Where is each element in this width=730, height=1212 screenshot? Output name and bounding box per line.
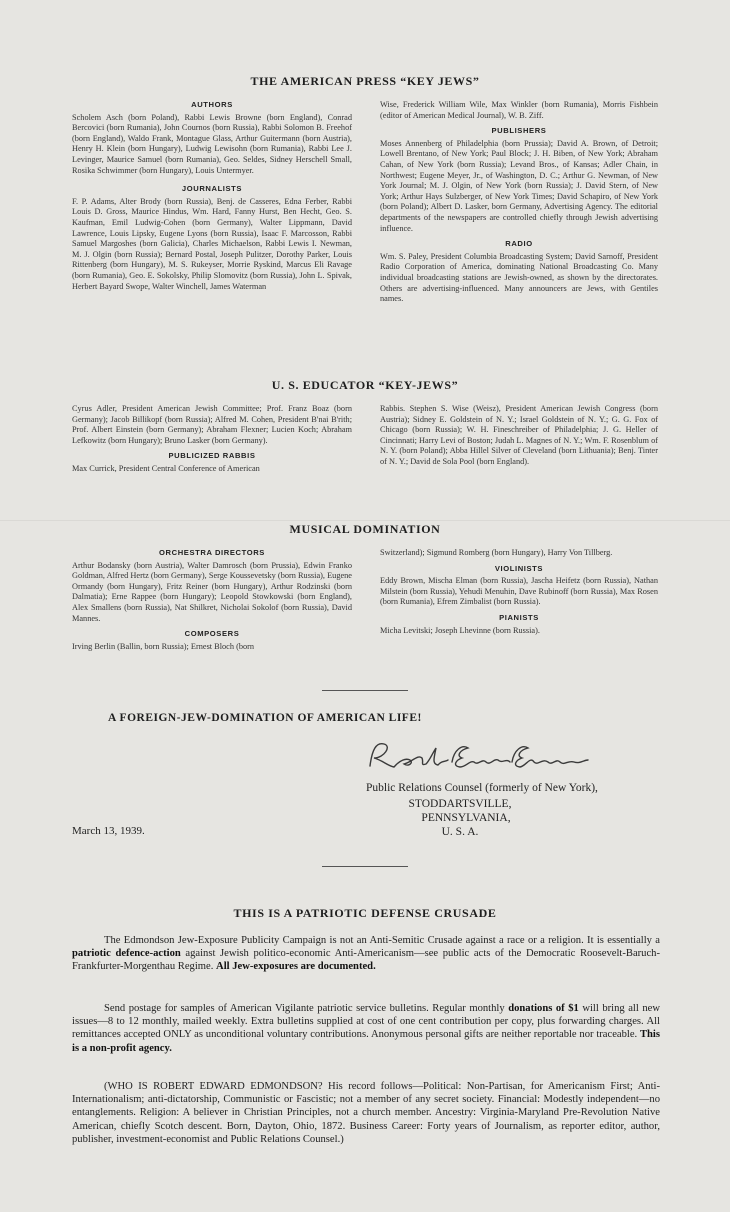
- educator-title: U. S. EDUCATOR “KEY-JEWS”: [271, 378, 459, 392]
- p1-bold-d: All Jew-exposures are documented.: [216, 961, 376, 973]
- domination-line: A FOREIGN-JEW-DOMINATION OF AMERICAN LIFE!: [108, 712, 422, 724]
- address-line-2: PENNSYLVANIA,: [421, 812, 511, 824]
- p2-bold-b: donations of $1: [508, 1003, 579, 1014]
- composers-continued: Switzerland); Sigmund Romberg (born Hungary), Harry Von Tillberg.: [380, 548, 613, 557]
- orchestra-text: Arthur Bodansky (born Austria), Walter Damrosch (born Prussia), Edwin Franko Goldman, Alfred Hertz (born Germany), Serge Koussevetsky (born Russia), Eugene Ormandy (born Hungary), Fritz Reiner (born Hungary), Arthur Rodzinski (born Dalmatia); Erne Rappee (born Hungary); Leopold Stowkowski (born England), Alex Smallens (born Russia), Nat Shilkret, Nicholai Sokolof (born Russia), David Mannes.: [72, 560, 352, 623]
- press-right-column: [380, 100, 658, 305]
- p2-bold-d: This is a non-profit agency.: [72, 1029, 660, 1054]
- document-date: March 13, 1939.: [72, 825, 145, 837]
- counsel-line: Public Relations Counsel (formerly of New York),: [366, 782, 598, 794]
- journalists-heading: JOURNALISTS: [181, 184, 243, 194]
- composers-heading: COMPOSERS: [184, 629, 240, 639]
- signature: [362, 736, 592, 776]
- authors-heading: AUTHORS: [191, 100, 233, 109]
- journalists-continued: Wise, Frederick William Wile, Max Winkler (born Rumania), Morris Fishbein (editor of American Medical Journal), W. B. Ziff.: [380, 100, 658, 120]
- p1-text-c: against Jewish politico-economic Anti-Americanism—see public acts of the Democratic Roosevelt-Baruch-Frankfurter-Morgenthau Regime.: [72, 948, 660, 973]
- violinists-heading: VIOLINISTS: [494, 563, 544, 573]
- p1-bold-b: patriotic defence-action: [72, 948, 181, 960]
- authors-text: Scholem Asch (born Poland), Rabbi Lewis Browne (born England), Conrad Bercovici (born Rumania), John Cournos (born Russia), Rabbi Solomon B. Freehof (born England), Waldo Frank, Montague Glass, Arthur Guitermann (born Austria), Henry H. Klein (born Hungary), Ludwig Lewisohn (born Rumania), Rabbi Lee J. Levinger, Maurice Samuel (born Rumania), Geo. Seldes, Sidney Herschell Small, Rosika Schwimmer (born Hungary), Louis Untermyer.: [72, 112, 352, 175]
- p2-text-a: Send postage for samples of American Vigilante patriotic service bulletins. Regular monthly: [104, 1003, 509, 1014]
- address-line-1: STODDARTSVILLE,: [408, 798, 512, 810]
- address-line-3: U. S. A.: [441, 826, 479, 838]
- publishers-heading: PUBLISHERS: [491, 126, 547, 136]
- pianists-text: Micha Levitski; Joseph Lhevinne (born Russia).: [380, 625, 540, 635]
- composers-text: Irving Berlin (Ballin, born Russia); Ernest Bloch (born: [72, 641, 255, 651]
- radio-text: Wm. S. Paley, President Columbia Broadcasting System; David Sarnoff, President Radio Corporation of America, dominating National Broadcasting Co. Many individual broadcasting stations are Jewish-owned, as shown by the directorates. Others are advertising-influenced. Many announcers are Jews, with Gentiles names.: [380, 251, 658, 304]
- paragraph-who-is: (WHO IS ROBERT EDWARD EDMONDSON? His record follows—Political: Non-Partisan, for Americanism First; Anti-Internationalism; anti-dictatorship, Communistic or Fascistic; not a member of any secret society. Financial: Modestly independent—no entanglements. Religion: A believer in Christian Principles, not a church member. Ancestry: Virginia-Maryland Pre-Revolution Native American, chiefly Scotch descent. Born, Dayton, Ohio, 1872. Business Career: Forty years of Journalism, as reporter editor, author, publisher, investment-economist and Public Relations Counsel.): [72, 1081, 660, 1145]
- paragraph-campaign: [72, 934, 660, 974]
- educator-left-column: [72, 404, 352, 475]
- p1-text-a: The Edmondson Jew-Exposure Publicity Campaign is not an Anti-Semitic Crusade against a race or a religion. It is essentially a: [104, 935, 660, 946]
- journalists-text: F. P. Adams, Alter Brody (born Russia), Benj. de Casseres, Edna Ferber, Rabbi Louis D. Gross, Maurice Hindus, Wm. Hard, Fanny Hurst, Ben Hecht, Geo. S. Kaufman, Emil Ludwig-Cohen (born Germany), Walter Lippmann, David Lawrence, Louis Lipsky, Eugene Lyons (born Russia), Isaac F. Marcosson, Rabbi Samuel Margoshes (born Galicia), Charles Michaelson, Rabbi Lewis I. Newman, M. J. Olgin (born Russia); Bernard Postal, Joseph Pulitzer, Dorothy Parker, Louis Rittenberg (born Hungary), M. S. Rukeyser, Morrie Ryskind, Marcus Eli Ravage (born Rumania), Geo. E. Sokolsky, Philip Slomovitz (born Russia), John L. Spivak, Herbert Bayard Swope, Walter Winchell, James Waterman: [72, 196, 352, 291]
- violinists-text: Eddy Brown, Mischa Elman (born Russia), Jascha Heifetz (born Russia), Nathan Milstein (born Russia), Yehudi Menuhin, Dave Rubinoff (born Russia), Max Rosen (born Rumania), Efrem Zimbalist (born Russia).: [380, 576, 658, 607]
- paper-fold: [0, 520, 730, 521]
- rabbis-text: Max Currick, President Central Conference of American: [72, 463, 260, 473]
- rabbis-heading: PUBLICIZED RABBIS: [168, 451, 256, 461]
- educator-text: Cyrus Adler, President American Jewish Committee; Prof. Franz Boaz (born Germany); Jacob Billikopf (born Russia); Alfred M. Cohen, President B'nai B'rith; Prof. Albert Einstein (born Germany); Abraham Flexner; Lucien Koch; Abraham Lefkowitz (born Hungary); Bruno Lasker (born Germany).: [72, 404, 352, 445]
- pianists-heading: PIANISTS: [499, 612, 539, 622]
- p2-text-c: will bring all new issues—8 to 12 monthly, mailed weekly. Extra bulletins supplied at cost of one cent contribution per copy, plus forwarding charges. All remittances accepted ONLY as unconditional voluntary contributions. Anonymous personal gifts are neither reportable nor traceable.: [72, 1003, 660, 1041]
- music-title: MUSICAL DOMINATION: [289, 522, 441, 536]
- music-left-column: [72, 548, 352, 652]
- rabbis-continued: Rabbis. Stephen S. Wise (Weisz), President American Jewish Congress (born Austria); Sidney E. Goldstein of N. Y.; Israel Goldstein of N. Y.; G. G. Fox of Chicago (born Russia); W. H. Fineschreiber of Philadelphia; J. G. Heller of Cincinnati; Harry Levi of Boston; Judah L. Magnes of N. Y.; Wm. F. Rosenblum of N. Y. (born Poland); Abba Hillel Silver of Cleveland (born Lithuania); Benj. Tinter of N. Y.; David de Sola Pool (born England).: [380, 404, 658, 466]
- divider-rule-2: [322, 866, 408, 867]
- press-title: THE AMERICAN PRESS “KEY JEWS”: [250, 74, 480, 88]
- press-left-column: [72, 100, 352, 292]
- divider-rule: [322, 690, 408, 691]
- radio-heading: RADIO: [505, 239, 533, 249]
- paragraph-postage: [72, 1002, 660, 1055]
- crusade-title: THIS IS A PATRIOTIC DEFENSE CRUSADE: [233, 906, 497, 920]
- music-right-column: [380, 548, 658, 636]
- orchestra-heading: ORCHESTRA DIRECTORS: [159, 548, 265, 557]
- publishers-text: Moses Annenberg of Philadelphia (born Prussia); David A. Brown, of Detroit; Lowell Brentano, of New York; Paul Block; J. H. Biben, of New York; Abraham Cahan, of New York (born Russia); Levand Bros., of Kansas; Adler Chain, in Northwest; Eugene Meyer, Jr., of Washington, D. C.; Arthur G. Newman, of New York Journal; M. J. Olgin, of New York (born Russia); J. David Stern, of New York; Arthur Hays Sulzberger, of New York Times; David Schapiro, of New York (born Poland); Albert D. Lasker, born Germany, Advertising Agency. The editorial departments of the newspapers are controlled chiefly through Jewish advertising influence.: [380, 138, 658, 233]
- educator-right-column: [380, 404, 658, 468]
